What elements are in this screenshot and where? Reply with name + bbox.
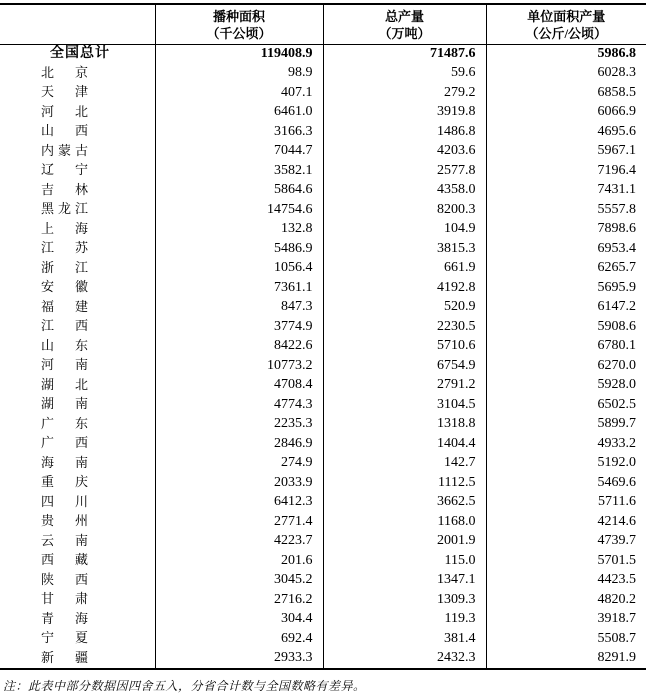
province-name: 广西 — [41, 434, 88, 453]
value-cell: 5864.6 — [155, 181, 323, 201]
value-cell: 115.0 — [323, 551, 486, 571]
province-name: 内蒙古 — [41, 142, 88, 161]
value-cell: 1112.5 — [323, 473, 486, 493]
col-header-unit: （千公顷） — [156, 25, 323, 42]
value-cell: 4933.2 — [486, 434, 646, 454]
value-cell: 7196.4 — [486, 161, 646, 181]
value-cell: 5486.9 — [155, 239, 323, 259]
value-cell: 2577.8 — [323, 161, 486, 181]
province-name: 新疆 — [41, 649, 88, 668]
value-cell: 2791.2 — [323, 376, 486, 396]
province-name: 山西 — [41, 122, 88, 141]
value-cell: 5710.6 — [323, 337, 486, 357]
province-name: 河南 — [41, 356, 88, 375]
table-header — [0, 4, 646, 45]
table-row — [0, 220, 646, 240]
value-cell: 2771.4 — [155, 512, 323, 532]
value-cell: 661.9 — [323, 259, 486, 279]
province-name: 西藏 — [41, 551, 88, 570]
region-name-cell — [0, 161, 155, 181]
table-row — [0, 610, 646, 630]
value-cell: 4708.4 — [155, 376, 323, 396]
col-header-unit: （公斤/公顷） — [487, 25, 646, 42]
value-cell: 142.7 — [323, 454, 486, 474]
value-cell: 119408.9 — [155, 45, 323, 64]
table-row — [0, 278, 646, 298]
region-name-cell — [0, 454, 155, 474]
table-row — [0, 317, 646, 337]
table-row — [0, 590, 646, 610]
province-name: 吉林 — [41, 181, 88, 200]
region-name-cell — [0, 415, 155, 435]
value-cell: 3045.2 — [155, 571, 323, 591]
value-cell: 3918.7 — [486, 610, 646, 630]
value-cell: 14754.6 — [155, 200, 323, 220]
table-row — [0, 532, 646, 552]
value-cell: 201.6 — [155, 551, 323, 571]
value-cell: 8291.9 — [486, 649, 646, 670]
value-cell: 5701.5 — [486, 551, 646, 571]
province-name: 安徽 — [41, 278, 88, 297]
value-cell: 1168.0 — [323, 512, 486, 532]
region-name-cell — [0, 103, 155, 123]
region-name-cell — [0, 317, 155, 337]
table-row — [0, 395, 646, 415]
province-name: 甘肃 — [41, 590, 88, 609]
table-body — [0, 45, 646, 670]
value-cell: 8200.3 — [323, 200, 486, 220]
region-name-cell — [0, 395, 155, 415]
region-name-cell — [0, 493, 155, 513]
value-cell: 5986.8 — [486, 45, 646, 64]
region-name-cell — [0, 200, 155, 220]
region-name-cell — [0, 551, 155, 571]
region-name-cell — [0, 571, 155, 591]
region-name-cell — [0, 532, 155, 552]
value-cell: 1318.8 — [323, 415, 486, 435]
table-row — [0, 493, 646, 513]
region-name-cell — [0, 220, 155, 240]
value-cell: 2235.3 — [155, 415, 323, 435]
value-cell: 3815.3 — [323, 239, 486, 259]
value-cell: 6754.9 — [323, 356, 486, 376]
region-name-cell — [0, 142, 155, 162]
value-cell: 5469.6 — [486, 473, 646, 493]
value-cell: 6502.5 — [486, 395, 646, 415]
region-name-cell — [0, 181, 155, 201]
value-cell: 4739.7 — [486, 532, 646, 552]
value-cell: 5899.7 — [486, 415, 646, 435]
value-cell: 274.9 — [155, 454, 323, 474]
region-name-cell — [0, 473, 155, 493]
value-cell: 6270.0 — [486, 356, 646, 376]
value-cell: 3166.3 — [155, 122, 323, 142]
value-cell: 1056.4 — [155, 259, 323, 279]
value-cell: 847.3 — [155, 298, 323, 318]
province-name: 青海 — [41, 610, 88, 629]
province-name: 陕西 — [41, 571, 88, 590]
region-name-cell — [0, 45, 155, 64]
value-cell: 6028.3 — [486, 64, 646, 84]
value-cell: 132.8 — [155, 220, 323, 240]
value-cell: 407.1 — [155, 83, 323, 103]
table-row — [0, 239, 646, 259]
value-cell: 2230.5 — [323, 317, 486, 337]
value-cell: 3582.1 — [155, 161, 323, 181]
region-name-cell — [0, 512, 155, 532]
province-name: 四川 — [41, 493, 88, 512]
province-name: 重庆 — [41, 473, 88, 492]
value-cell: 1309.3 — [323, 590, 486, 610]
value-cell: 59.6 — [323, 64, 486, 84]
table-row — [0, 356, 646, 376]
value-cell: 3104.5 — [323, 395, 486, 415]
value-cell: 4423.5 — [486, 571, 646, 591]
value-cell: 98.9 — [155, 64, 323, 84]
value-cell: 1347.1 — [323, 571, 486, 591]
header-row — [0, 4, 646, 45]
province-name: 江苏 — [41, 239, 88, 258]
value-cell: 119.3 — [323, 610, 486, 630]
region-name-cell — [0, 590, 155, 610]
region-name-cell — [0, 239, 155, 259]
province-name: 江西 — [41, 317, 88, 336]
region-name-cell — [0, 298, 155, 318]
value-cell: 5711.6 — [486, 493, 646, 513]
value-cell: 7361.1 — [155, 278, 323, 298]
table-row — [0, 473, 646, 493]
province-name: 浙江 — [41, 259, 88, 278]
table-row — [0, 83, 646, 103]
province-name: 山东 — [41, 337, 88, 356]
region-name-cell — [0, 356, 155, 376]
value-cell: 2933.3 — [155, 649, 323, 670]
province-name: 河北 — [41, 103, 88, 122]
province-name: 湖南 — [41, 395, 88, 414]
table-row — [0, 434, 646, 454]
value-cell: 5192.0 — [486, 454, 646, 474]
col-header-label: 播种面积 — [156, 8, 323, 25]
region-name-cell — [0, 259, 155, 279]
province-name: 天津 — [41, 83, 88, 102]
value-cell: 4358.0 — [323, 181, 486, 201]
value-cell: 4214.6 — [486, 512, 646, 532]
region-name-cell — [0, 278, 155, 298]
province-name: 广东 — [41, 415, 88, 434]
value-cell: 71487.6 — [323, 45, 486, 64]
value-cell: 5508.7 — [486, 629, 646, 649]
value-cell: 4203.6 — [323, 142, 486, 162]
table-row — [0, 298, 646, 318]
col-header-unit: （万吨） — [324, 25, 486, 42]
value-cell: 4192.8 — [323, 278, 486, 298]
value-cell: 2033.9 — [155, 473, 323, 493]
col-header-region — [0, 4, 155, 45]
value-cell: 6461.0 — [155, 103, 323, 123]
table-row — [0, 103, 646, 123]
col-header-label: 单位面积产量 — [487, 8, 646, 25]
value-cell: 6147.2 — [486, 298, 646, 318]
province-name: 福建 — [41, 298, 88, 317]
value-cell: 1404.4 — [323, 434, 486, 454]
table-row — [0, 259, 646, 279]
value-cell: 279.2 — [323, 83, 486, 103]
value-cell: 8422.6 — [155, 337, 323, 357]
value-cell: 6066.9 — [486, 103, 646, 123]
table-row — [0, 376, 646, 396]
value-cell: 381.4 — [323, 629, 486, 649]
value-cell: 4223.7 — [155, 532, 323, 552]
province-name: 湖北 — [41, 376, 88, 395]
value-cell: 5928.0 — [486, 376, 646, 396]
value-cell: 7044.7 — [155, 142, 323, 162]
col-header-yield — [486, 4, 646, 45]
table-row — [0, 64, 646, 84]
table-row — [0, 512, 646, 532]
region-name-cell — [0, 83, 155, 103]
region-name-cell — [0, 64, 155, 84]
value-cell: 4774.3 — [155, 395, 323, 415]
value-cell: 5967.1 — [486, 142, 646, 162]
value-cell: 7431.1 — [486, 181, 646, 201]
region-name-cell — [0, 122, 155, 142]
province-name: 云南 — [41, 532, 88, 551]
table-row — [0, 200, 646, 220]
value-cell: 6780.1 — [486, 337, 646, 357]
value-cell: 2432.3 — [323, 649, 486, 670]
province-name: 海南 — [41, 454, 88, 473]
value-cell: 304.4 — [155, 610, 323, 630]
value-cell: 3774.9 — [155, 317, 323, 337]
table-row — [0, 181, 646, 201]
value-cell: 2716.2 — [155, 590, 323, 610]
col-header-label: 总产量 — [324, 8, 486, 25]
value-cell: 104.9 — [323, 220, 486, 240]
table-row — [0, 415, 646, 435]
table-row — [0, 649, 646, 670]
value-cell: 6953.4 — [486, 239, 646, 259]
national-total-label: 全国总计 — [50, 45, 110, 64]
province-name: 宁夏 — [41, 629, 88, 648]
value-cell: 3919.8 — [323, 103, 486, 123]
province-name: 贵州 — [41, 512, 88, 531]
table-row — [0, 122, 646, 142]
value-cell: 6858.5 — [486, 83, 646, 103]
province-name: 北京 — [41, 64, 88, 83]
value-cell: 10773.2 — [155, 356, 323, 376]
table-row — [0, 337, 646, 357]
province-name: 上海 — [41, 220, 88, 239]
value-cell: 520.9 — [323, 298, 486, 318]
region-name-cell — [0, 649, 155, 670]
table-row — [0, 551, 646, 571]
table-row — [0, 571, 646, 591]
statistical-table-page — [0, 3, 646, 668]
value-cell: 4695.6 — [486, 122, 646, 142]
table-row — [0, 629, 646, 649]
table-row — [0, 161, 646, 181]
value-cell: 3662.5 — [323, 493, 486, 513]
value-cell: 6265.7 — [486, 259, 646, 279]
region-name-cell — [0, 376, 155, 396]
table-row — [0, 142, 646, 162]
region-name-cell — [0, 434, 155, 454]
value-cell: 4820.2 — [486, 590, 646, 610]
table-row — [0, 454, 646, 474]
col-header-total-output — [323, 4, 486, 45]
province-name: 黑龙江 — [41, 200, 88, 219]
value-cell: 2001.9 — [323, 532, 486, 552]
footnote: 注：此表中部分数据因四舍五入，分省合计数与全国数略有差异。 — [0, 677, 646, 694]
region-name-cell — [0, 629, 155, 649]
region-name-cell — [0, 610, 155, 630]
col-header-sown-area — [155, 4, 323, 45]
total-row — [0, 45, 646, 64]
region-name-cell — [0, 337, 155, 357]
value-cell: 1486.8 — [323, 122, 486, 142]
value-cell: 7898.6 — [486, 220, 646, 240]
province-name: 辽宁 — [41, 161, 88, 180]
grain-production-table — [0, 3, 646, 670]
value-cell: 5908.6 — [486, 317, 646, 337]
value-cell: 2846.9 — [155, 434, 323, 454]
value-cell: 5557.8 — [486, 200, 646, 220]
value-cell: 5695.9 — [486, 278, 646, 298]
value-cell: 692.4 — [155, 629, 323, 649]
value-cell: 6412.3 — [155, 493, 323, 513]
